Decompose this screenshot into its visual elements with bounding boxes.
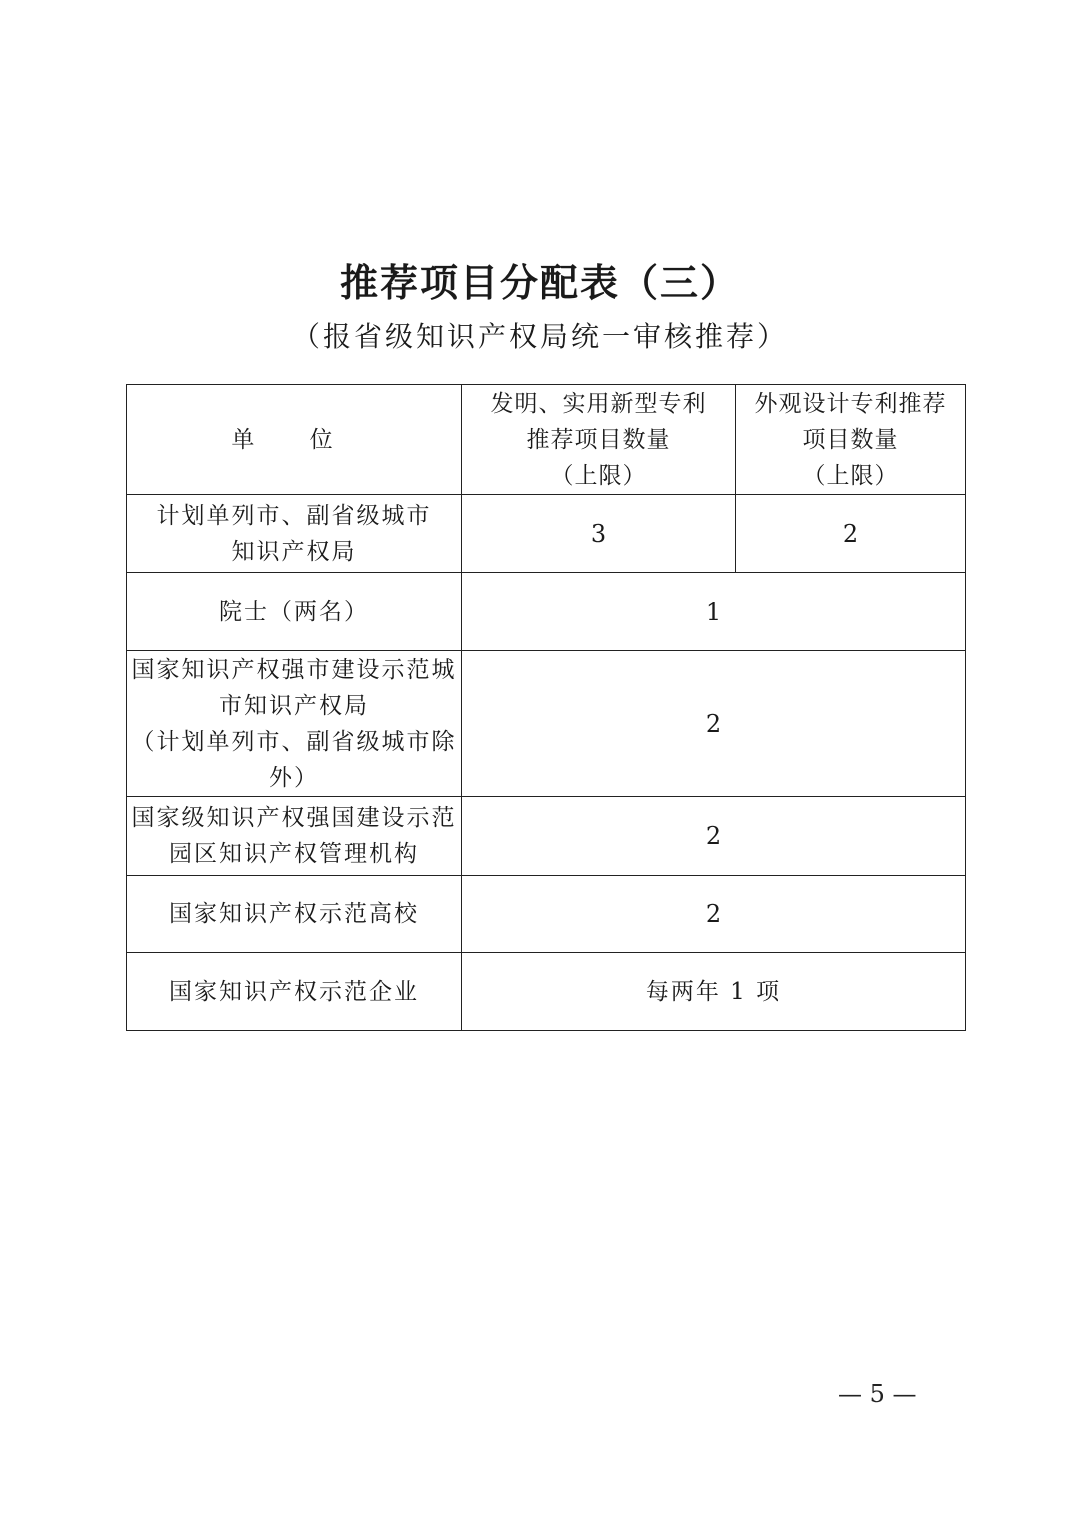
invention-count-cell: 3 xyxy=(462,495,736,573)
table-row xyxy=(127,573,966,651)
page-subtitle: （报省级知识产权局统一审核推荐） xyxy=(291,320,788,353)
header-line: 项目数量 xyxy=(802,426,899,453)
unit-cell xyxy=(127,876,462,953)
table-row xyxy=(127,495,966,573)
unit-cell xyxy=(127,573,462,651)
unit-line: 院士（两名） xyxy=(219,598,369,625)
header-line: （上限） xyxy=(550,462,647,489)
header-invention-utility xyxy=(462,385,736,495)
merged-count-cell: 2 xyxy=(462,651,966,797)
unit-line: 国家知识产权示范企业 xyxy=(169,978,419,1005)
table-row xyxy=(127,953,966,1031)
page-title: 推荐项目分配表（三） xyxy=(339,261,740,305)
unit-line: 外） xyxy=(269,764,319,791)
merged-count-cell: 2 xyxy=(462,876,966,953)
header-line: 外观设计专利推荐 xyxy=(754,390,947,417)
unit-line: 国家知识产权示范高校 xyxy=(169,901,419,927)
design-count-cell: 2 xyxy=(736,495,966,573)
header-line: （上限） xyxy=(802,462,899,489)
unit-cell xyxy=(127,495,462,573)
unit-cell xyxy=(127,651,462,797)
page-number: — 5 — xyxy=(838,1380,917,1408)
unit-line: 园区知识产权管理机构 xyxy=(169,841,419,867)
table-header-row xyxy=(127,385,966,495)
allocation-table xyxy=(126,384,966,1031)
unit-line: （计划单列市、副省级城市除 xyxy=(131,728,457,755)
unit-line: 知识产权局 xyxy=(231,538,357,565)
unit-line: 国家级知识产权强国建设示范 xyxy=(131,805,457,831)
header-unit: 单 位 xyxy=(127,385,462,495)
unit-line: 国家知识产权强市建设示范城 xyxy=(131,656,457,683)
merged-count-cell: 1 xyxy=(462,573,966,651)
header-line: 推荐项目数量 xyxy=(526,426,671,453)
header-line: 发明、实用新型专利 xyxy=(490,390,707,417)
table-row xyxy=(127,876,966,953)
merged-count-cell: 2 xyxy=(462,797,966,876)
unit-cell xyxy=(127,953,462,1031)
header-design xyxy=(736,385,966,495)
table-row xyxy=(127,797,966,876)
merged-count-cell: 每两年 1 项 xyxy=(462,953,966,1031)
unit-line: 计划单列市、副省级城市 xyxy=(156,502,432,529)
table-row xyxy=(127,651,966,797)
unit-cell xyxy=(127,797,462,876)
unit-line: 市知识产权局 xyxy=(219,692,369,719)
